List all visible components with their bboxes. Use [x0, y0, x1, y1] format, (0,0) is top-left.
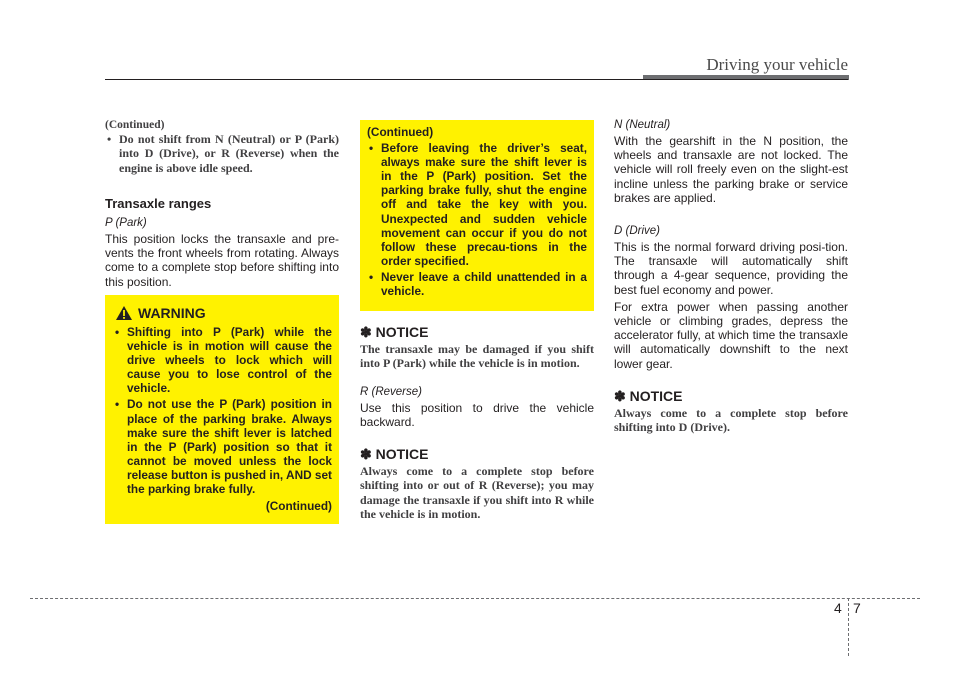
- column-2-lower: [360, 324, 594, 521]
- section-title: Transaxle ranges: [105, 195, 212, 211]
- reverse-text: Use this position to drive the vehicle backward.: [360, 400, 594, 429]
- drive-text-2: For extra power when passing another vehicle or climbing grades, depress the accelerator fully, at which time the transaxle will automatically downshift to the next lower gear.: [614, 299, 848, 371]
- caution-box-list: [367, 141, 587, 298]
- warning-box: [105, 295, 339, 524]
- park-heading: P (Park): [105, 216, 147, 229]
- continued-bullet: • Do not shift from N (Neutral) or P (Park) into D (Drive), or R (Reverse) when the engine is above idle speed.: [105, 132, 339, 175]
- caution-box-continued-label: (Continued): [367, 125, 434, 139]
- page-header-title: Driving your vehicle: [706, 55, 848, 74]
- notice-2-title: ✽ NOTICE: [360, 446, 429, 462]
- warning-item-1: • Shifting into P (Park) while the vehicle is in motion will cause the drive wheels to lock which will cause you to lose control of the vehicle.: [113, 325, 332, 395]
- reverse-heading: R (Reverse): [360, 385, 422, 398]
- continued-bullet-list: [105, 132, 339, 175]
- column-1: [105, 118, 339, 289]
- neutral-text: With the gearshift in the N position, the wheels and transaxle are not locked. The vehicle will roll freely even on the slight-est incline unless the parking brake or service brakes are applied.: [614, 134, 848, 205]
- drive-text-1: This is the normal forward driving posi-tion. The transaxle will automatically shift through a 4-gear sequence, providing the best fuel economy and power.: [614, 240, 848, 297]
- footer-vertical-divider: [848, 598, 849, 656]
- warning-continued: (Continued): [265, 499, 332, 514]
- warning-item-2: • Do not use the P (Park) position in place of the parking brake. Always make sure the shift lever is latched in the P (Park) position so that it cannot be moved unless the lock release button is pushed in, AND set the parking brake fully.: [113, 397, 332, 496]
- warning-list: [113, 325, 332, 496]
- warning-triangle-icon: [115, 305, 133, 321]
- footer-dashed-rule: [30, 598, 920, 599]
- warning-title: WARNING: [138, 305, 206, 321]
- caution-item-1: • Before leaving the driver’s seat, always make sure the shift lever is in the P (Park) position. Set the parking brake fully, shut the engine off and take the key with you. Unexpected and sudden vehicle movement can occur if you do not follow these precau-tions in the order specified.: [367, 141, 587, 268]
- notice-1-text: The transaxle may be damaged if you shift into P (Park) while the vehicle is in motion.: [360, 342, 594, 371]
- continued-label: (Continued): [105, 119, 165, 131]
- header-rule: [105, 79, 848, 80]
- notice-2-text: Always come to a complete stop before shifting into or out of R (Reverse); you may damage the transaxle if you shift into R while the vehicle is in motion.: [360, 464, 594, 521]
- notice-3-title: ✽ NOTICE: [614, 387, 683, 404]
- chapter-number: 4: [834, 600, 842, 616]
- park-text: This position locks the transaxle and pre-vents the front wheels from rotating. Always come to a complete stop before shifting into this position.: [105, 231, 339, 289]
- notice-1-title: ✽ NOTICE: [360, 324, 429, 340]
- column-3: [614, 118, 848, 434]
- drive-heading: D (Drive): [614, 225, 660, 238]
- neutral-heading: N (Neutral): [614, 119, 671, 131]
- warning-header: [113, 305, 332, 321]
- caution-box-continued: [360, 120, 594, 311]
- caution-item-2: • Never leave a child unattended in a vehicle.: [367, 270, 587, 298]
- notice-3-text: Always come to a complete stop before shifting into D (Drive).: [614, 405, 848, 435]
- page-number: 7: [853, 600, 861, 616]
